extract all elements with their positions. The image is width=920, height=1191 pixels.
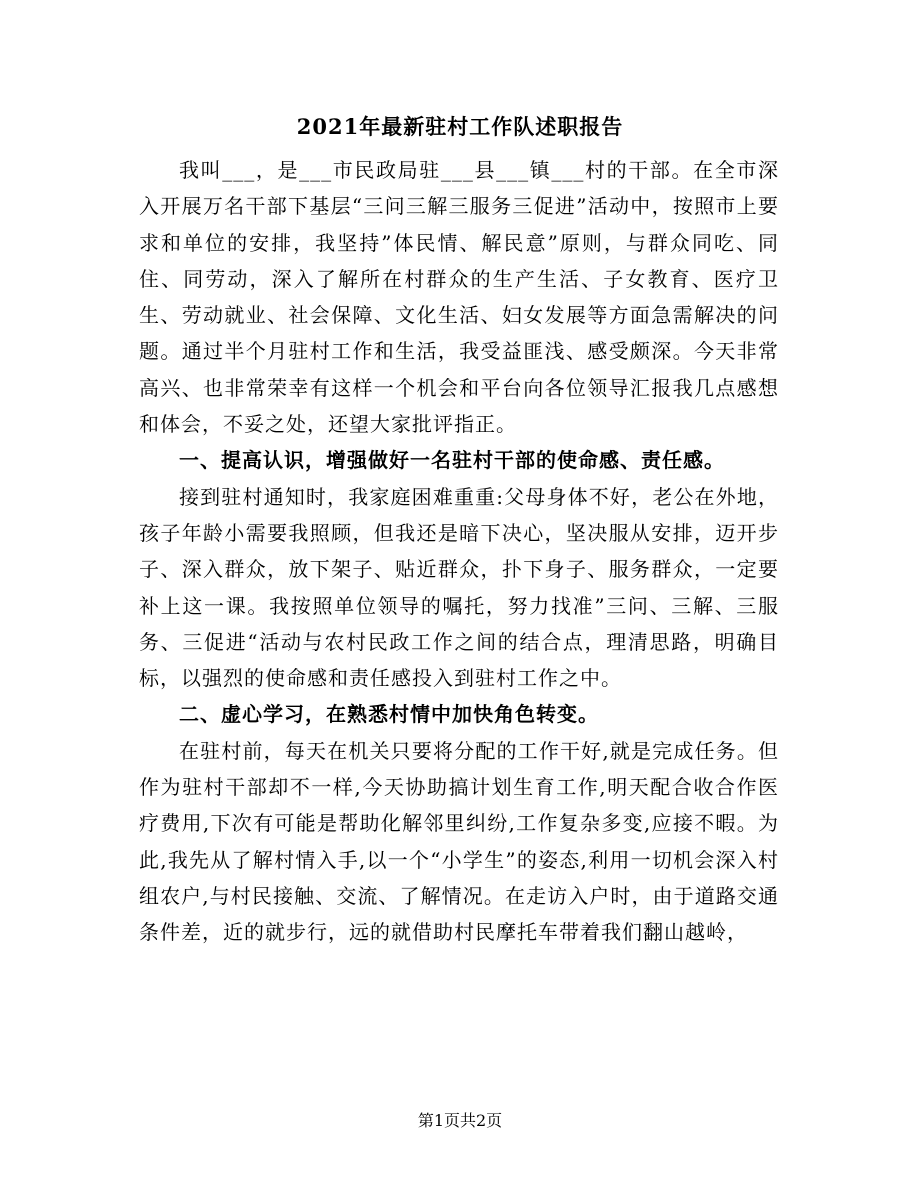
section-2-paragraph: 在驻村前，每天在机关只要将分配的工作干好,就是完成任务。但作为驻村干部却不一样,今天协助搞计划生育工作,明天配合收合作医疗费用,下次有可能是帮助化解邻里纠纷,工作复杂多变,应接不暇。为此,我先从了解村情入手,以一个“小学生”的姿态,利用一切机会深入村组农户,与村民接触、交流、了解情况。在走访入户时，由于道路交通条件差，近的就步行，远的就借助村民摩托车带着我们翻山越岭， xyxy=(139,738,779,945)
document-body xyxy=(139,152,779,951)
intro-paragraph: 我叫___，是___市民政局驻___县___镇___村的干部。在全市深入开展万名干部下基层“三问三解三服务三促进”活动中，按照市上要求和单位的安排，我坚持”体民情、解民意”原则，与群众同吃、同住、同劳动，深入了解所在村群众的生产生活、子女教育、医疗卫生、劳动就业、社会保障、文化生活、妇女发展等方面急需解决的问题。通过半个月驻村工作和生活，我受益匪浅、感受颇深。今天非常高兴、也非常荣幸有这样一个机会和平台向各位领导汇报我几点感想和体会，不妥之处，还望大家批评指正。 xyxy=(139,158,779,437)
page-footer: 第1页共2页 xyxy=(417,1111,503,1130)
section-heading-2: 二、虚心学习，在熟悉村情中加快角色转变。 xyxy=(179,702,599,727)
section-1-paragraph: 接到驻村通知时，我家庭困难重重:父母身体不好，老公在外地，孩子年龄小需要我照顾，但我还是暗下决心，坚决服从安排，迈开步子、深入群众，放下架子、贴近群众，扑下身子、服务群众，一定要补上这一课。我按照单位领导的嘱托，努力找准”三问、三解、三服务、三促进“活动与农村民政工作之间的结合点，理清思路，明确目标，以强烈的使命感和责任感投入到驻村工作之中。 xyxy=(139,484,779,691)
section-heading-1: 一、提高认识，增强做好一名驻村干部的使命感、责任感。 xyxy=(179,448,725,473)
page-title: 2021年最新驻村工作队述职报告 xyxy=(296,114,624,139)
